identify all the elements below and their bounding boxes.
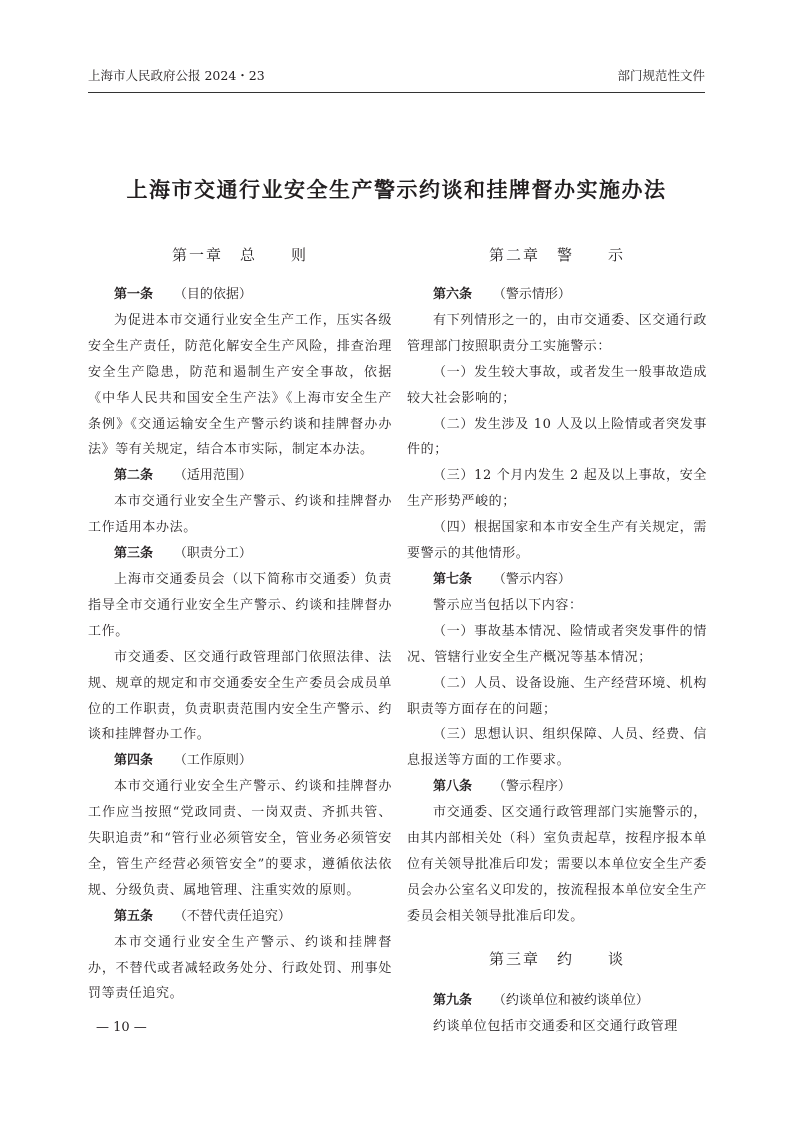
paragraph: 本市交通行业安全生产警示、约谈和挂牌督办，不替代或者减轻政务处分、行政处罚、刑事处罚等责任追究。 bbox=[88, 934, 392, 1002]
article-heading bbox=[88, 541, 392, 567]
article-number: 第一条 bbox=[114, 287, 154, 302]
paragraph: （三）思想认识、组织保障、人员、经费、信息报送等方面的工作要求。 bbox=[407, 727, 707, 769]
running-header bbox=[88, 66, 705, 93]
article-subject: （工作原则） bbox=[173, 753, 252, 769]
article-number: 第六条 bbox=[433, 287, 473, 302]
paragraph: 本市交通行业安全生产警示、约谈和挂牌督办工作应当按照“党政同责、一岗双责、齐抓共管、失职追责”和“管行业必须管安全，管业务必须管安全，管生产经营必须管安全”的要求，遵循依法依规、分级负责、属地管理、注重实效的原则。 bbox=[88, 779, 392, 898]
article-heading bbox=[88, 463, 392, 489]
article-heading bbox=[407, 567, 707, 593]
article-number: 第三条 bbox=[114, 546, 154, 562]
document-title: 上海市交通行业安全生产警示约谈和挂牌督办实施办法 bbox=[126, 178, 667, 202]
header-publication: 上海市人民政府公报 2024・23 bbox=[88, 68, 265, 83]
article-subject: （警示情形） bbox=[492, 287, 571, 302]
article-heading bbox=[88, 282, 392, 308]
article-number: 第九条 bbox=[433, 992, 473, 1008]
right-column bbox=[407, 240, 707, 1039]
article-number: 第七条 bbox=[433, 571, 473, 587]
chapter-heading: 第三章 约 谈 bbox=[488, 949, 625, 968]
article-number: 第五条 bbox=[114, 908, 154, 924]
chapter-heading: 第二章 警 示 bbox=[488, 246, 625, 264]
paragraph: 为促进本市交通行业安全生产工作，压实各级安全生产责任，防范化解安全生产风险，排查治理安全生产隐患，防范和遏制生产安全事故，依据《中华人民共和国安全生产法》《上海市安全生产条例》《交通运输安全生产警示约谈和挂牌督办办法》等有关规定，结合本市实际，制定本办法。 bbox=[88, 312, 392, 458]
article-subject: （警示程序） bbox=[492, 779, 571, 795]
paragraph: 约谈单位包括市交通委和区交通行政管理 bbox=[433, 1018, 678, 1034]
article-number: 第四条 bbox=[114, 753, 154, 769]
header-section: 部门规范性文件 bbox=[617, 68, 705, 83]
chapter-heading: 第一章 总 则 bbox=[171, 246, 308, 264]
article-number: 第二条 bbox=[114, 468, 154, 484]
paragraph: （四）根据国家和本市安全生产有关规定，需要警示的其他情形。 bbox=[407, 520, 707, 562]
paragraph: 市交通委、区交通行政管理部门依照法律、法规、规章的规定和市交通委安全生产委员会成员单位的工作职责，负责职责范围内安全生产警示、约谈和挂牌督办工作。 bbox=[88, 649, 392, 743]
page-number: — 10 — bbox=[96, 1020, 147, 1035]
article-number: 第八条 bbox=[433, 779, 473, 795]
article-heading bbox=[88, 748, 392, 774]
paragraph: （一）发生较大事故，或者发生一般事故造成较大社会影响的； bbox=[407, 364, 707, 406]
paragraph: 上海市交通委员会（以下简称市交通委）负责指导全市交通行业安全生产警示、约谈和挂牌督办工作。 bbox=[88, 571, 392, 639]
paragraph: （一）事故基本情况、险情或者突发事件的情况、管辖行业安全生产概况等基本情况； bbox=[407, 623, 707, 665]
article-heading bbox=[407, 774, 707, 800]
article-heading bbox=[407, 988, 707, 1014]
article-heading bbox=[88, 904, 392, 930]
paragraph: 本市交通行业安全生产警示、约谈和挂牌督办工作适用本办法。 bbox=[88, 494, 392, 536]
paragraph: 有下列情形之一的，由市交通委、区交通行政管理部门按照职责分工实施警示： bbox=[407, 312, 707, 354]
article-subject: （不替代责任追究） bbox=[173, 908, 291, 924]
article-subject: （职责分工） bbox=[173, 546, 252, 562]
paragraph: （二）人员、设备设施、生产经营环境、机构职责等方面存在的问题； bbox=[407, 675, 707, 717]
article-subject: （警示内容） bbox=[492, 571, 571, 587]
paragraph: 警示应当包括以下内容： bbox=[433, 597, 583, 613]
article-subject: （目的依据） bbox=[173, 287, 252, 302]
article-heading bbox=[407, 282, 707, 308]
left-column bbox=[88, 240, 392, 1007]
paragraph: 市交通委、区交通行政管理部门实施警示的，由其内部相关处（科）室负责起草，按程序报本单位有关领导批准后印发；需要以本单位安全生产委员会办公室名义印发的，按流程报本单位安全生产委员会相关领导批准后印发。 bbox=[407, 805, 707, 924]
article-subject: （约谈单位和被约谈单位） bbox=[492, 992, 649, 1008]
paragraph: （三）12 个月内发生 2 起及以上事故，安全生产形势严峻的； bbox=[407, 468, 707, 510]
paragraph: （二）发生涉及 10 人及以上险情或者突发事件的； bbox=[407, 416, 707, 458]
article-subject: （适用范围） bbox=[173, 468, 252, 484]
